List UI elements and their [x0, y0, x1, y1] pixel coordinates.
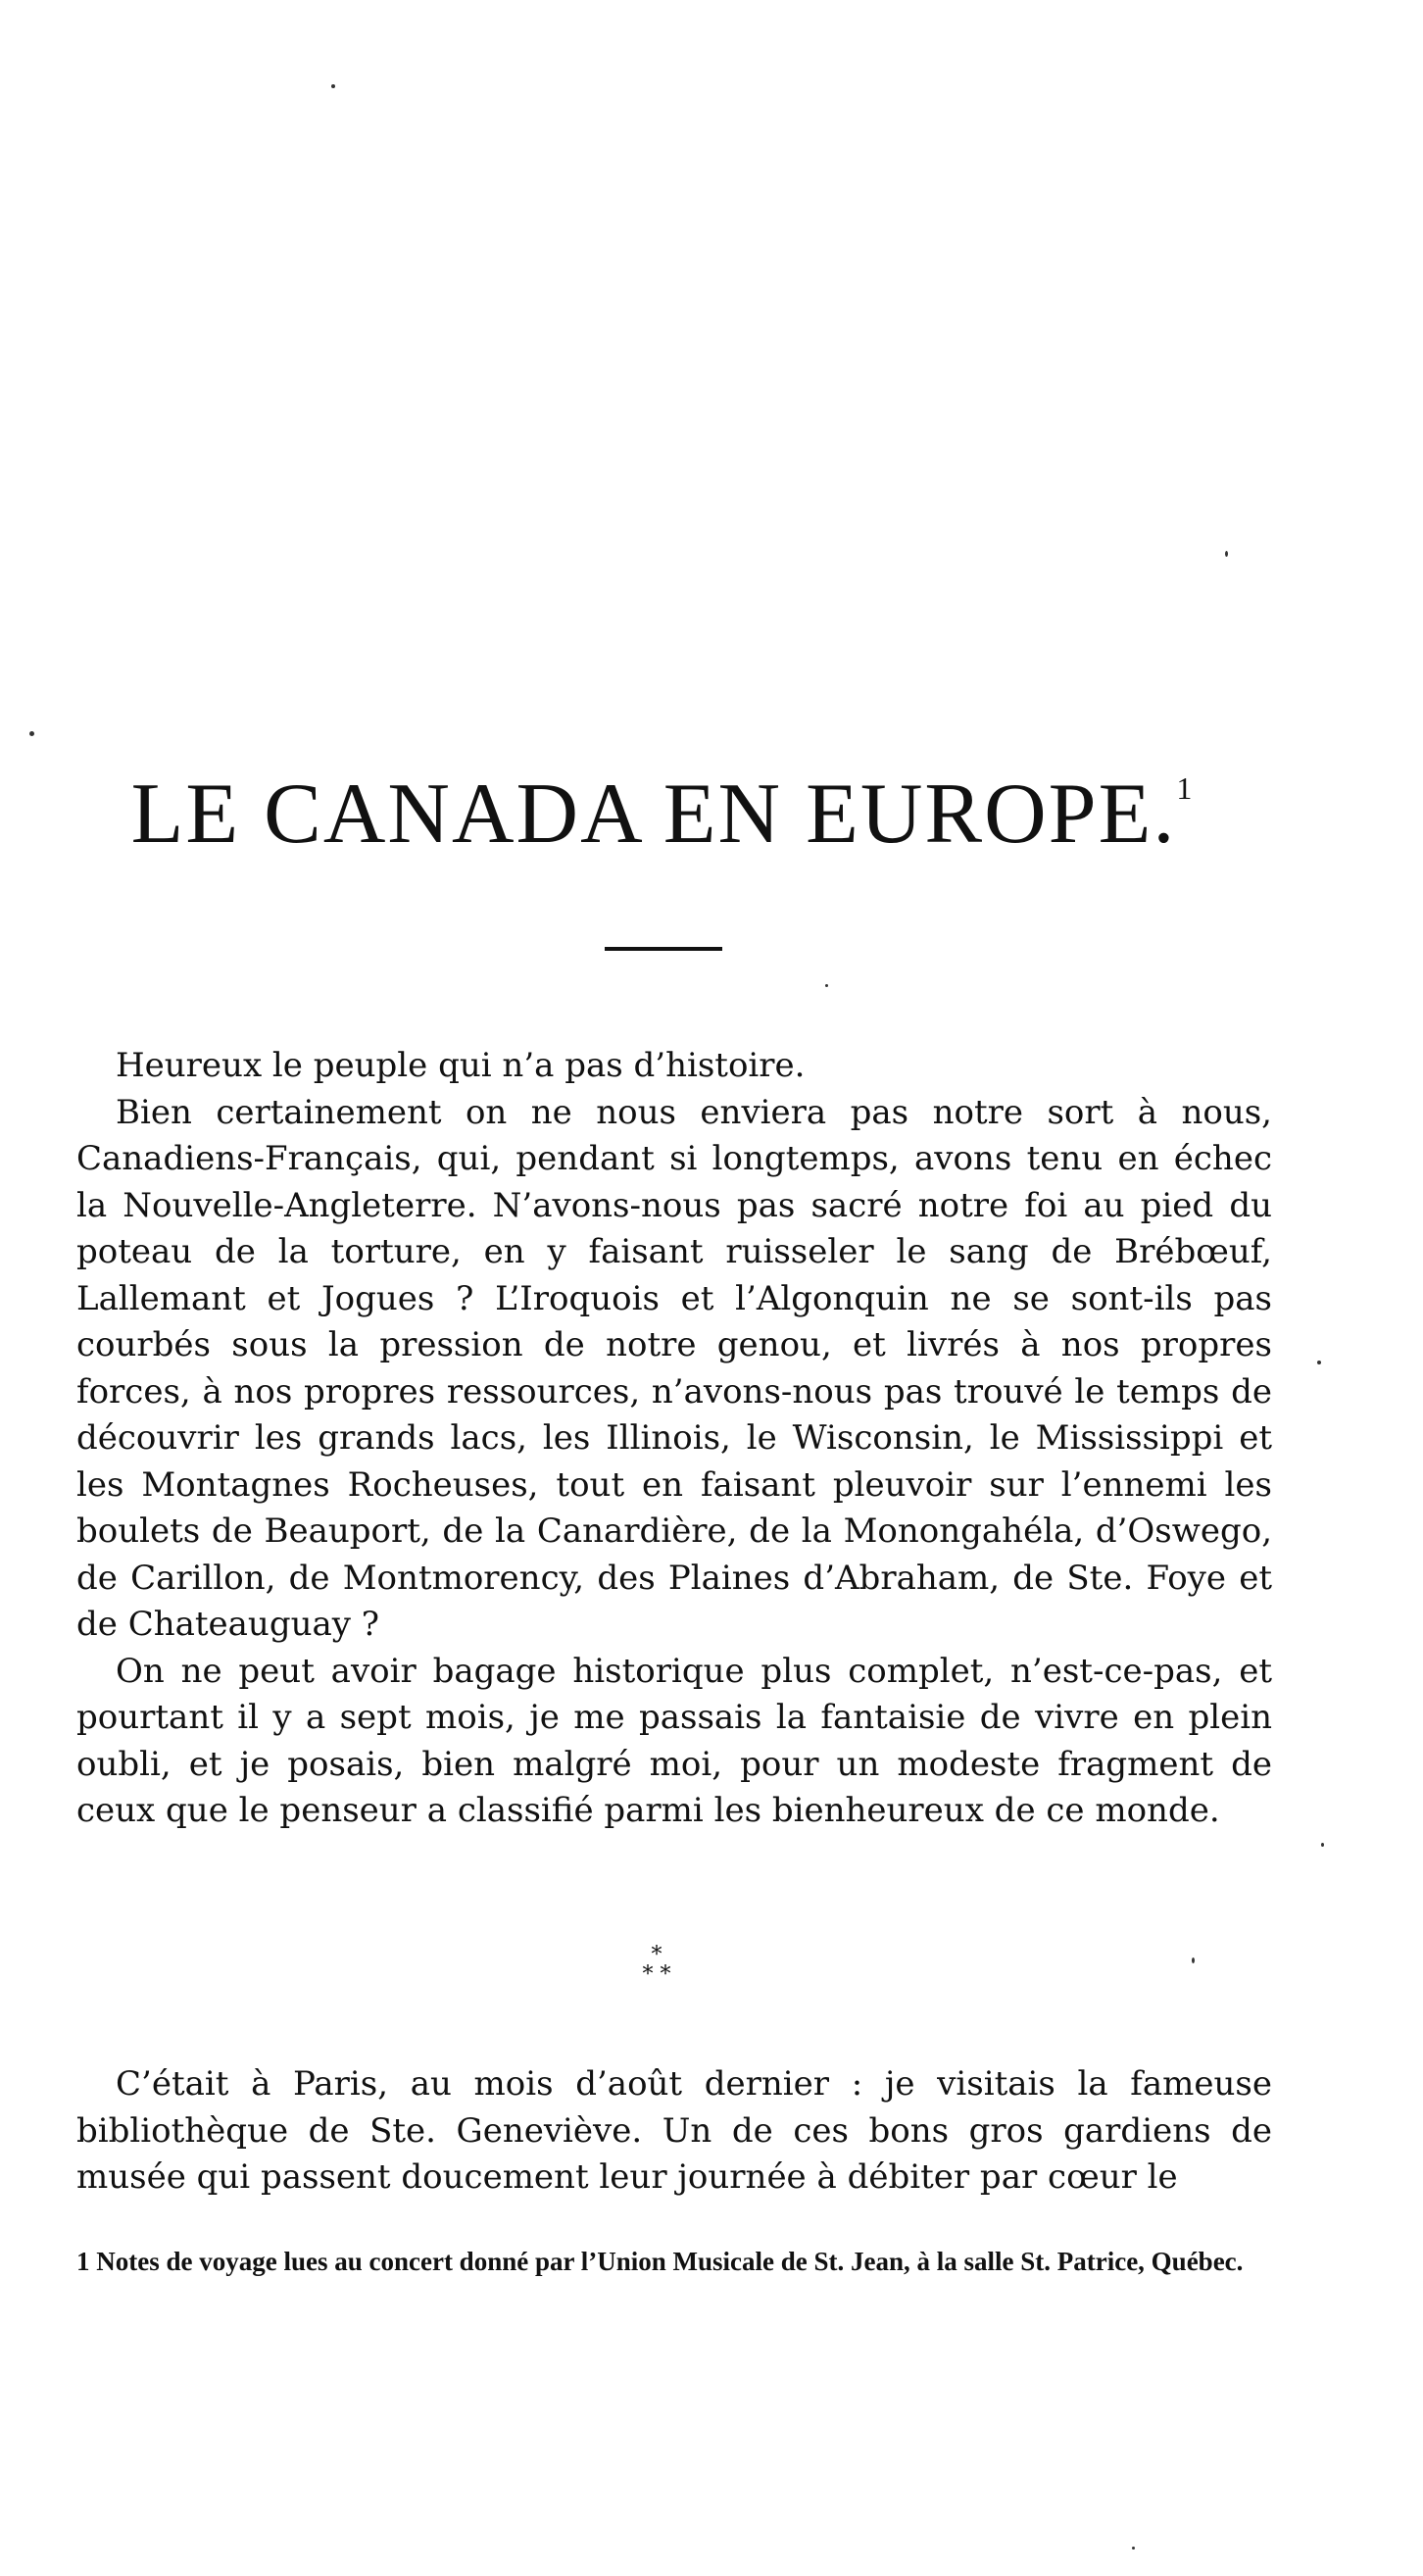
- footnote-number: 1: [76, 2247, 90, 2276]
- chapter-title: [0, 765, 1323, 864]
- scan-speck: [1321, 1843, 1324, 1847]
- asterism-bottom: * *: [642, 1962, 671, 1987]
- scan-speck: [1317, 1361, 1321, 1364]
- section-1: [76, 1043, 1272, 1835]
- scan-speck: [1132, 2547, 1135, 2550]
- section-break-asterism: [627, 1943, 686, 1995]
- paragraph: C’était à Paris, au mois d’août dernier : je visitais la fameuse bibliothèque de Ste. Geneviève. Un de ces bons gros gardiens de musée qui passent doucement leur journée à débiter par cœur le: [76, 2064, 1272, 2197]
- asterism-top: *: [651, 1943, 662, 1967]
- scan-speck: [1225, 551, 1228, 557]
- title-rule: [605, 947, 722, 951]
- scan-speck: [29, 731, 34, 736]
- scan-speck: [1192, 1957, 1195, 1963]
- footnote-text: Notes de voyage lues au concert donné par l’Union Musicale de St. Jean, à la salle St. Patrice, Québec.: [96, 2247, 1244, 2276]
- scan-speck: [331, 84, 335, 88]
- paragraph: Heureux le peuple qui n’a pas d’histoire.: [116, 1046, 806, 1085]
- footnote: [76, 2245, 1274, 2278]
- paragraph: Bien certainement on ne nous enviera pas notre sort à nous, Canadiens-Français, qui, pendant si longtemps, avons tenu en échec la Nouvelle-Angleterre. N’avons-nous pas sacré notre foi au pied du poteau de la torture, en y faisant ruisseler le sang de Brébœuf, Lallemant et Jogues ? L’Iroquois et l’Algonquin ne se sont-ils pas courbés sous la pression de notre genou, et livrés à nos propres forces, à nos propres ressources, n’avons-nous pas trouvé le temps de découvrir les grands lacs, les Illinois, le Wisconsin, le Mississippi et les Montagnes Rocheuses, tout en faisant pleuvoir sur l’ennemi les boulets de Beauport, de la Canardière, de la Monongahéla, d’Oswego, de Carillon, de Montmorency, des Plaines d’Abraham, de Ste. Foye et de Chateauguay ?: [76, 1092, 1272, 1644]
- paragraph: On ne peut avoir bagage historique plus complet, n’est-ce-pas, et pourtant il y a sept mois, je me passais la fantaisie de vivre en plein oubli, et je posais, bien malgré moi, pour un modeste fragment de ceux que le penseur a classifié parmi les bienheureux de ce monde.: [76, 1651, 1272, 1830]
- chapter-title-text: LE CANADA EN EUROPE.: [130, 767, 1177, 862]
- footnote-reference: 1: [1176, 770, 1193, 806]
- scan-speck: [825, 984, 828, 987]
- section-2: [76, 2061, 1272, 2202]
